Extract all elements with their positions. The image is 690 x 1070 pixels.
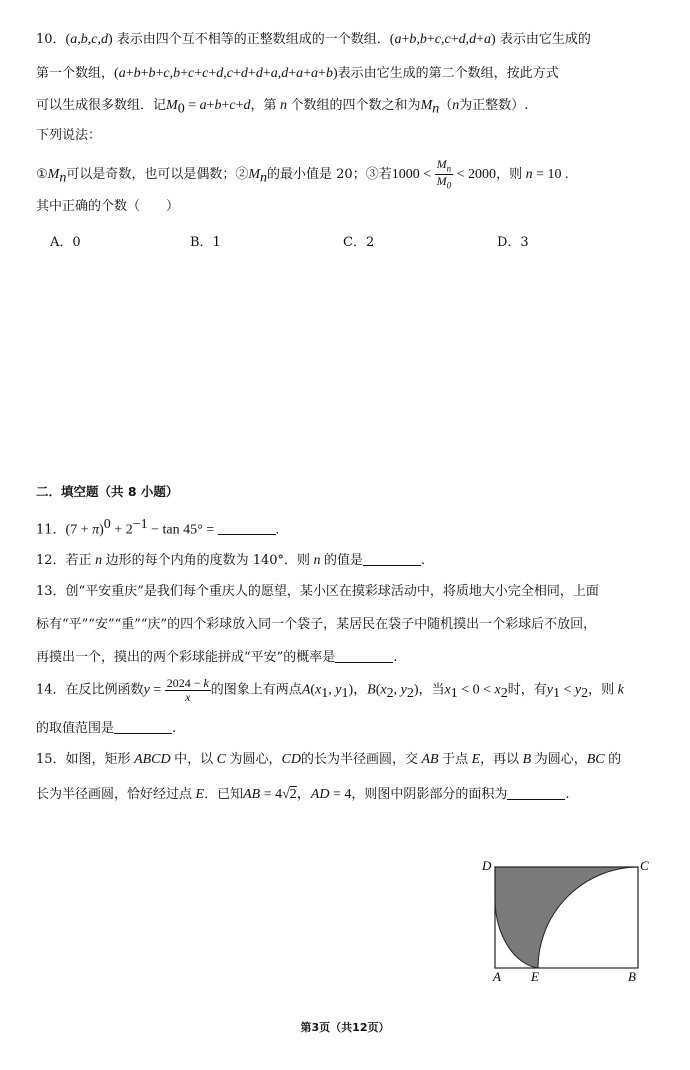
label-c: C	[640, 858, 649, 873]
q13-line2: 标有“平”“安”“重”“庆”的四个彩球放入同一个袋子，某居民在袋子中随机摸出一个彩球后不放回，	[36, 617, 597, 632]
answer-blank[interactable]	[218, 522, 276, 535]
shaded-region	[495, 867, 638, 968]
q11: 11．$(7 + \pi)^0 + 2^{-1} - \tan 45^\circ$ = .	[36, 517, 280, 538]
answer-blank[interactable]	[363, 553, 421, 566]
fraction: $\frac{M_n}{M_0}$	[436, 157, 452, 191]
option-c[interactable]: C．2	[343, 235, 375, 250]
page-footer: 第3页（共12页）	[300, 1021, 390, 1034]
q14-line1: 14．在反比例函数y = $\frac{2024 - k}{x}$ 的图象上有两点$A(x_1$, $y_1$)，$B(x_2$, $y_2$)，当$x_1 < 0 < x_2$时，有$y_1 < y_2$，则 k	[36, 676, 624, 704]
q10-number: 10．	[36, 32, 66, 47]
q10-line3: 可以生成很多数组．记$M_0 = a+b+c+d$，第 n 个数组的四个数之和为$M_n(n$为正整数）.	[36, 98, 529, 117]
option-b[interactable]: B．1	[190, 235, 221, 250]
q15-line2: 长为半径画圆，恰好经过点 E．已知AB = 4√2，AD = 4，则图中阴影部分的面积为 .	[36, 787, 570, 802]
q10-line1: 10．(a,b,c,d) 表示由四个互不相等的正整数组成的一个数组．(a+b,b+c,c+d,d+a) 表示由它生成的	[36, 32, 591, 47]
option-a[interactable]: A．0	[50, 235, 81, 250]
q10-question: 其中正确的个数（ ）	[36, 199, 180, 214]
answer-blank[interactable]	[114, 721, 172, 734]
answer-blank[interactable]	[335, 650, 393, 663]
q13-line1: 13．创“平安重庆”是我们每个重庆人的愿望，某小区在摸彩球活动中，将质地大小完全相同，上面	[36, 584, 599, 599]
q13-line3: 再摸出一个，摸出的两个彩球能拼成“平安”的概率是 .	[36, 650, 398, 665]
q15-line1: 15．如图，矩形 ABCD 中，以 C 为圆心，CD的长为半径画圆，交 AB 于点 E，再以 B 为圆心，BC 的	[36, 752, 622, 767]
rectangle-figure	[478, 855, 654, 985]
q10-statements: $①M_n$可以是奇数，也可以是偶数；$②M_n$的最小值是 20；③若1000 < $\frac{M_n}{M_0}$ < 2000，则 n = 10 .	[36, 157, 569, 191]
q10-prompt: 下列说法：	[36, 128, 102, 143]
option-d[interactable]: D．3	[497, 235, 529, 250]
q12: 12．若正 n 边形的每个内角的度数为 140°．则 n 的值是 .	[36, 553, 426, 568]
q14-line2: 的取值范围是 .	[36, 721, 177, 736]
fraction: $\frac{2024 - k}{x}$	[166, 676, 209, 704]
q10-line2: 第一个数组，(a+b+b+c,b+c+c+d,c+d+d+a,d+a+a+b)表示由它生成的第二个数组，按此方式	[36, 66, 559, 81]
label-d: D	[482, 858, 492, 873]
label-b: B	[628, 969, 636, 984]
label-a: A	[493, 969, 501, 984]
section-heading: 二．填空题（共 8 小题）	[36, 484, 179, 499]
answer-blank[interactable]	[507, 787, 565, 800]
label-e: E	[531, 969, 539, 984]
